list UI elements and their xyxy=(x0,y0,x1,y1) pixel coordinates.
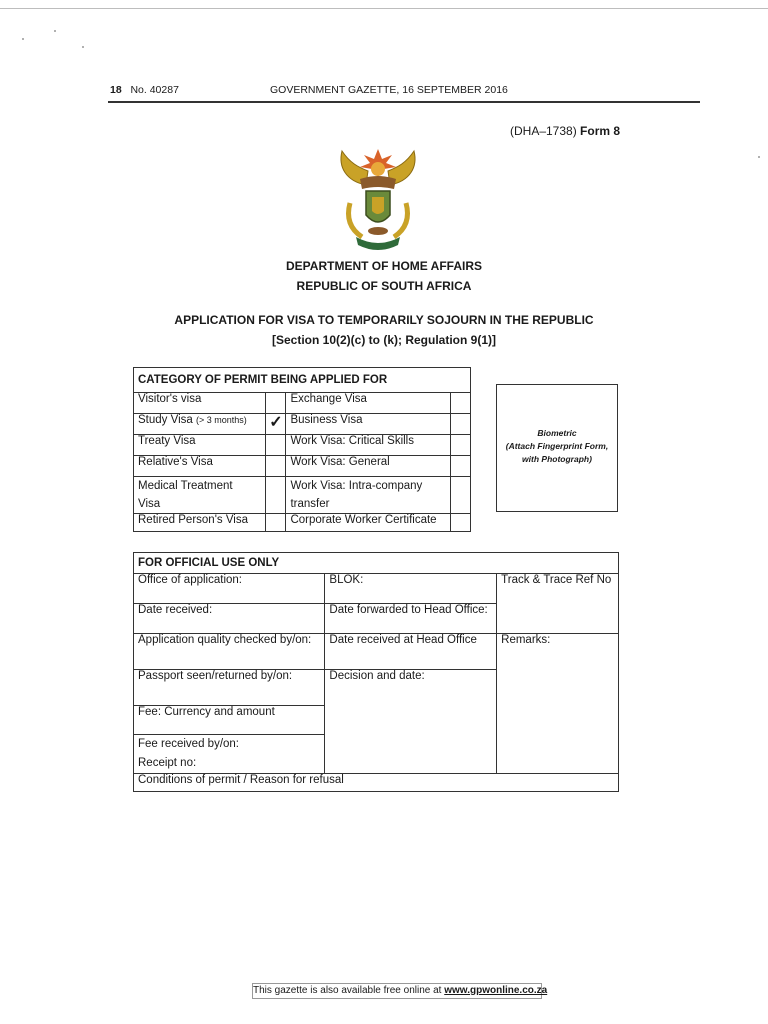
remarks-field[interactable]: Remarks: xyxy=(497,634,619,774)
permit-checkbox[interactable] xyxy=(450,393,470,414)
office-of-application-field[interactable]: Office of application: xyxy=(134,574,325,604)
permit-option-label: Treaty Visa xyxy=(134,435,266,456)
permit-checkbox[interactable] xyxy=(450,435,470,456)
footer-text: This gazette is also available free online at xyxy=(253,985,442,996)
permit-checkbox[interactable] xyxy=(266,456,286,477)
blok-field[interactable]: BLOK: xyxy=(325,574,497,604)
permit-option-label: Business Visa xyxy=(286,414,450,435)
fee-currency-field[interactable]: Fee: Currency and amount xyxy=(134,706,325,735)
biometric-line1: (Attach Fingerprint Form, xyxy=(505,441,609,451)
scan-speck xyxy=(54,30,56,32)
track-trace-field[interactable]: Track & Trace Ref No xyxy=(497,574,619,634)
permit-checkbox[interactable] xyxy=(450,414,470,435)
scan-speck xyxy=(758,156,760,158)
permit-checkbox[interactable] xyxy=(450,514,470,532)
section-reference: [Section 10(2)(c) to (k); Regulation 9(1)] xyxy=(271,333,496,347)
permit-category-table xyxy=(133,367,471,532)
form-code: (DHA–1738) xyxy=(510,124,577,138)
permit-option-label: Corporate Worker Certificate xyxy=(286,514,450,532)
medical-visa-line1: Medical Treatment xyxy=(138,480,233,492)
biometric-title: Biometric xyxy=(537,428,577,438)
fee-received-label: Fee received by/on: xyxy=(138,738,240,750)
quality-checked-field[interactable]: Application quality checked by/on: xyxy=(134,634,325,670)
footer-link[interactable]: www.gpwonline.co.za xyxy=(444,985,548,996)
header-rule xyxy=(108,101,700,103)
permit-category-header: CATEGORY OF PERMIT BEING APPLIED FOR xyxy=(134,368,471,393)
gazette-header xyxy=(110,84,508,96)
permit-checkbox[interactable] xyxy=(266,435,286,456)
official-use-table xyxy=(133,552,619,792)
conditions-field[interactable]: Conditions of permit / Reason for refusal xyxy=(134,774,619,792)
biometric-box xyxy=(496,384,618,512)
biometric-line2: with Photograph) xyxy=(522,454,592,464)
issue-number: No. 40287 xyxy=(130,84,179,96)
permit-option-label xyxy=(286,477,450,514)
permit-checkbox-checked[interactable]: ✓ xyxy=(266,414,286,435)
form-reference xyxy=(510,124,620,138)
permit-checkbox[interactable] xyxy=(266,393,286,414)
scan-top-edge xyxy=(0,8,768,9)
department-name: DEPARTMENT OF HOME AFFAIRS xyxy=(286,259,482,273)
permit-option-label: Relative's Visa xyxy=(134,456,266,477)
republic-name: REPUBLIC OF SOUTH AFRICA xyxy=(296,279,472,293)
permit-option-label: Visitor's visa xyxy=(134,393,266,414)
gazette-title: GOVERNMENT GAZETTE, 16 SEPTEMBER 2016 xyxy=(270,84,508,96)
decision-date-field[interactable]: Decision and date: xyxy=(325,670,497,774)
form-number: Form 8 xyxy=(580,124,621,138)
scan-speck xyxy=(82,46,84,48)
permit-checkbox[interactable] xyxy=(266,514,286,532)
fee-received-field[interactable] xyxy=(134,735,325,774)
intra-company-line1: Work Visa: Intra-company xyxy=(290,480,423,492)
intra-company-line2: transfer xyxy=(290,498,330,510)
coat-of-arms-icon xyxy=(336,145,420,253)
permit-checkbox[interactable] xyxy=(266,477,286,514)
permit-checkbox[interactable] xyxy=(450,477,470,514)
official-use-header: FOR OFFICIAL USE ONLY xyxy=(134,553,619,574)
permit-option-label: Exchange Visa xyxy=(286,393,450,414)
permit-option-label: Work Visa: General xyxy=(286,456,450,477)
application-title: APPLICATION FOR VISA TO TEMPORARILY SOJOURN IN THE REPUBLIC xyxy=(174,313,594,327)
permit-checkbox[interactable] xyxy=(450,456,470,477)
receipt-no-label: Receipt no: xyxy=(138,757,197,769)
permit-option-label xyxy=(134,477,266,514)
permit-option-label xyxy=(134,414,266,435)
date-forwarded-field[interactable]: Date forwarded to Head Office: xyxy=(325,604,497,634)
passport-seen-field[interactable]: Passport seen/returned by/on: xyxy=(134,670,325,706)
date-received-head-office-field[interactable]: Date received at Head Office xyxy=(325,634,497,670)
study-visa-label: Study Visa xyxy=(138,414,193,426)
date-received-field[interactable]: Date received: xyxy=(134,604,325,634)
permit-option-label: Work Visa: Critical Skills xyxy=(286,435,450,456)
study-visa-note: (> 3 months) xyxy=(195,415,247,425)
permit-option-label: Retired Person's Visa xyxy=(134,514,266,532)
scan-speck xyxy=(22,38,24,40)
gazette-footer xyxy=(252,983,548,999)
page-number: 18 xyxy=(110,84,122,96)
medical-visa-line2: Visa xyxy=(138,498,161,510)
